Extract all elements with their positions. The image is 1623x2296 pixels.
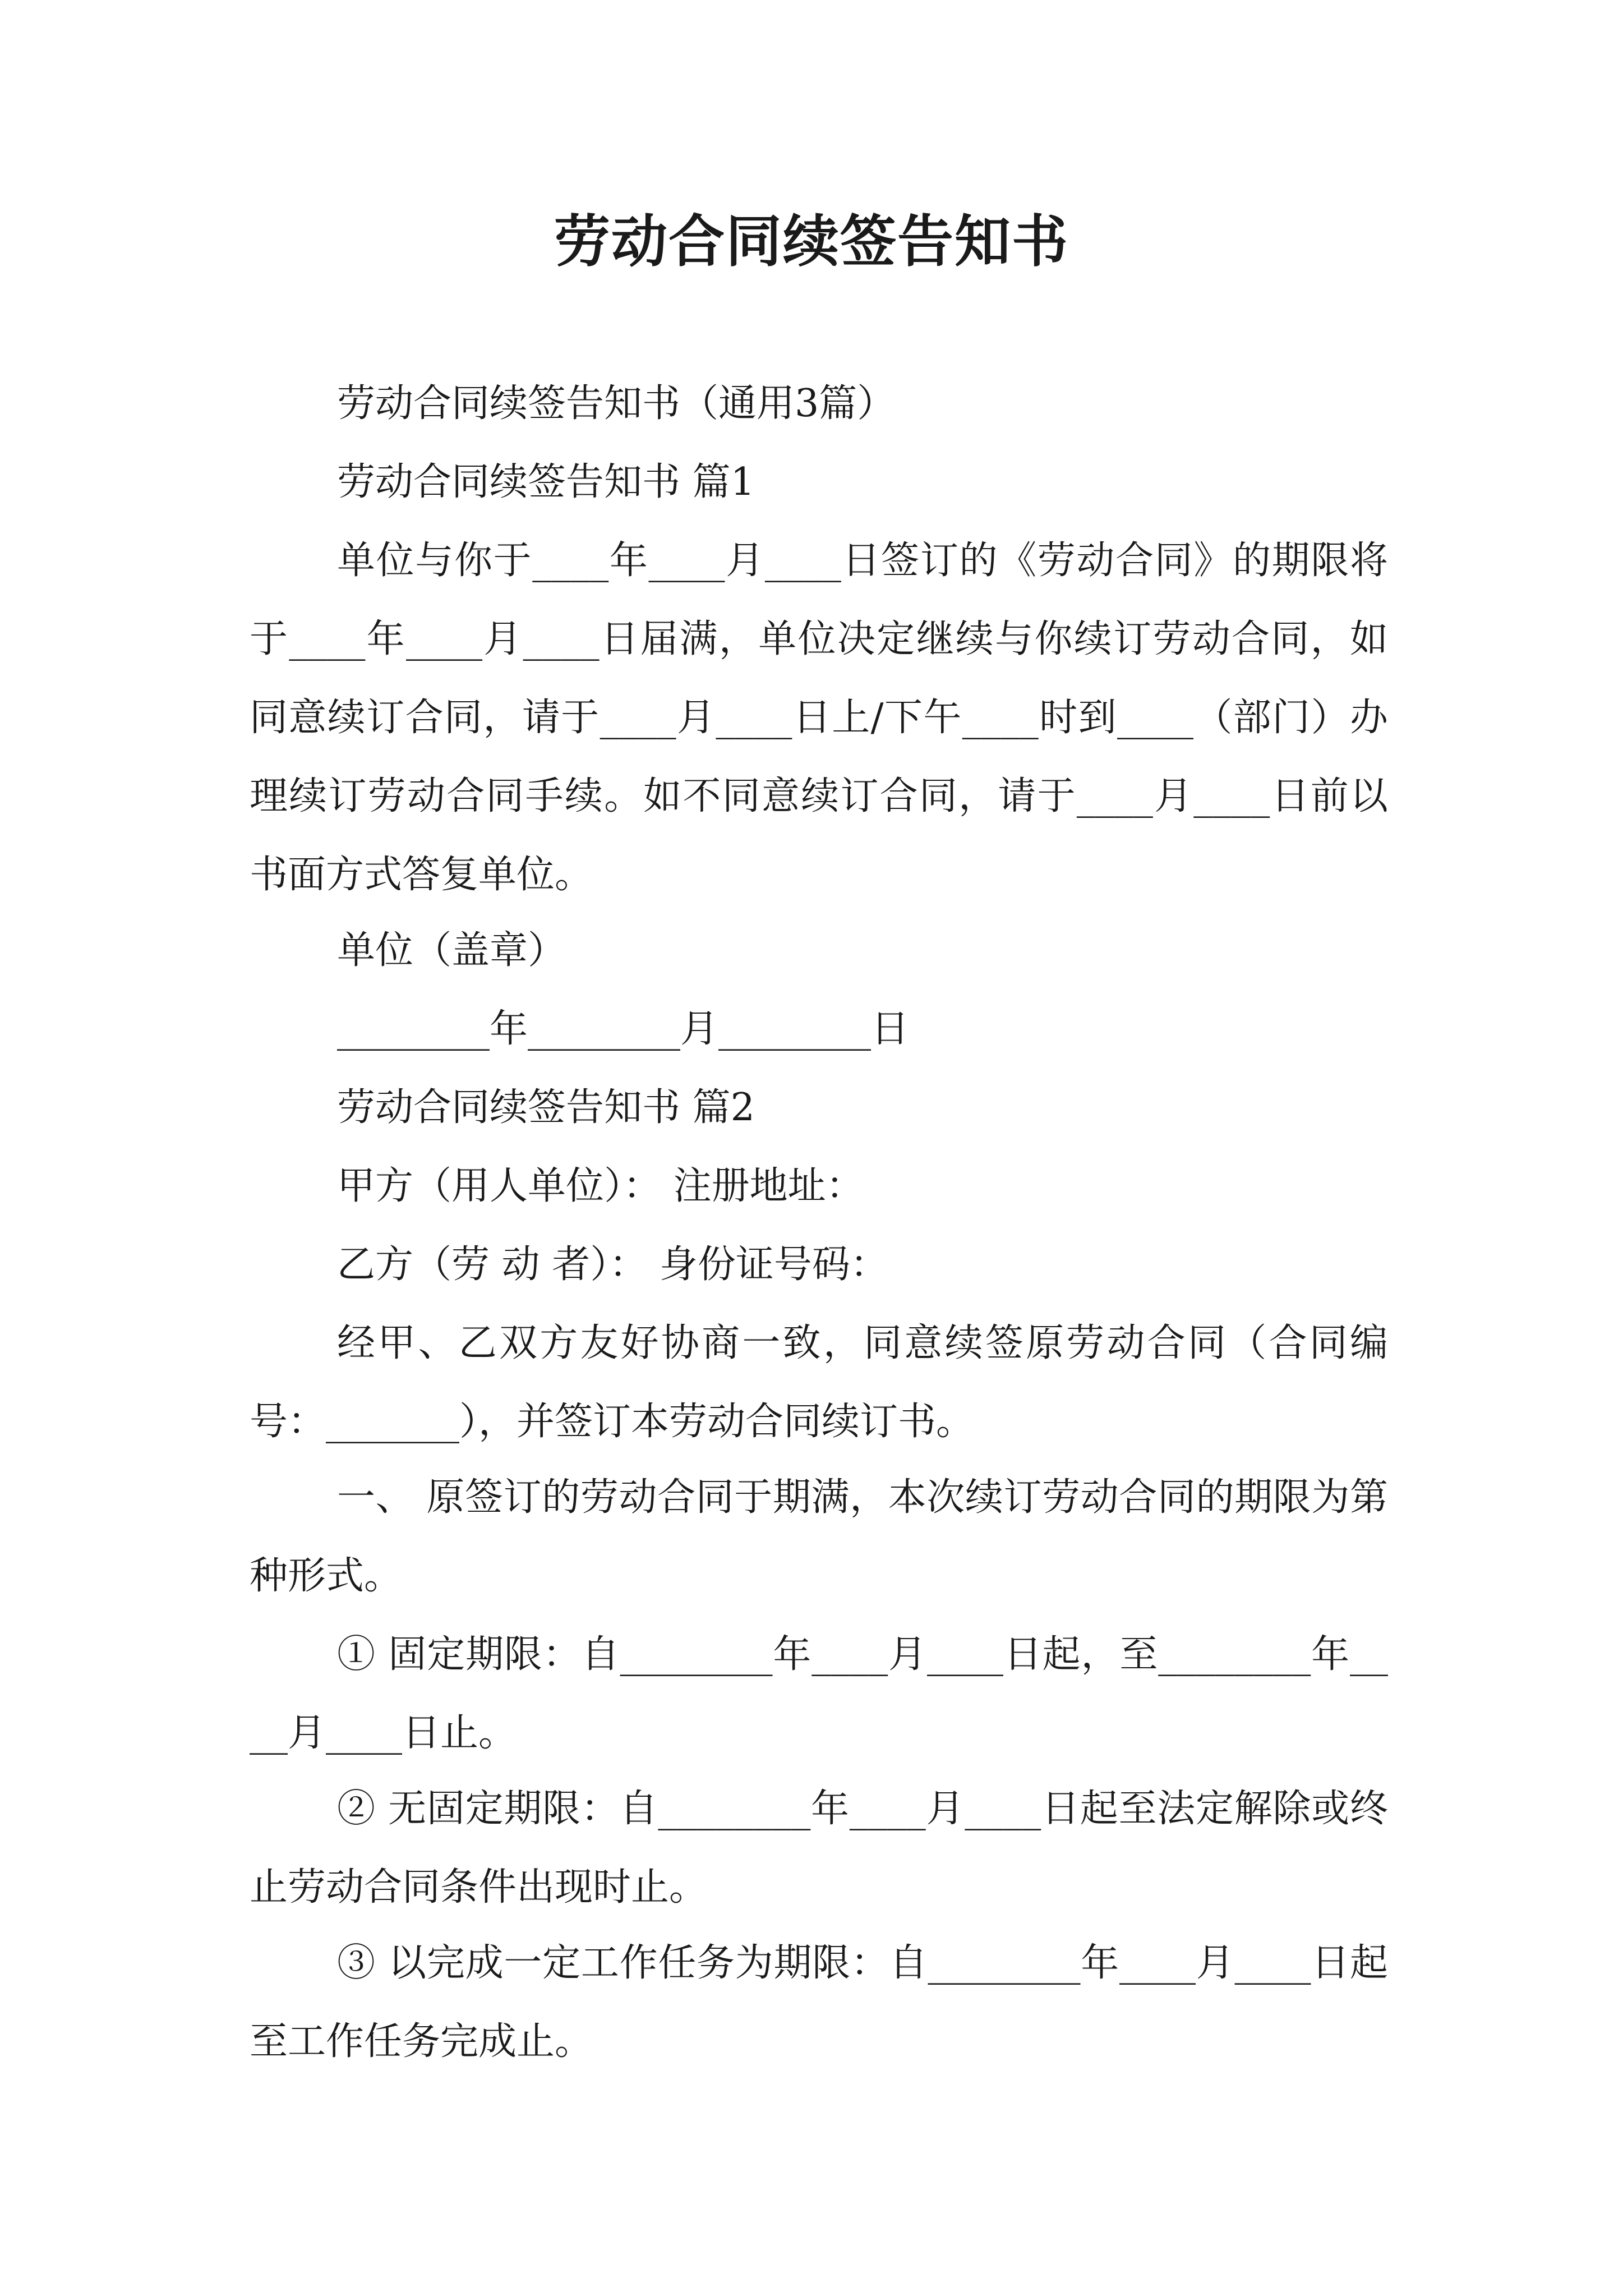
document-title: 劳动合同续签告知书 xyxy=(554,208,1069,274)
paragraph-party-a: 甲方（用人单位）： 注册地址： xyxy=(337,1164,864,1208)
paragraph-notice-body: 单位与你于____年____月____日签订的《劳动合同》的期限将于____年____月____日届满，单位决定继续与你续订劳动合同，如同意续订合同，请于____月____日上/下午____时到____（部门）办理续订劳动合同手续。如不同意续订合同，请于____月____日前以书面方式答复单位。 xyxy=(250,539,1388,897)
paragraph-option-open-term: ② 无固定期限：自________年____月____日起至法定解除或终止劳动合同条件出现时止。 xyxy=(250,1787,1388,1910)
paragraph-section-1-heading: 劳动合同续签告知书 篇1 xyxy=(337,460,755,504)
paragraph-section-2-heading: 劳动合同续签告知书 篇2 xyxy=(337,1085,755,1130)
paragraph-date-line: ________年________月________日 xyxy=(337,1007,910,1051)
paragraph-seal: 单位（盖章） xyxy=(337,928,566,973)
paragraph-option-fixed-term: ① 固定期限：自________年____月____日起，至________年____月____日止。 xyxy=(250,1632,1388,1755)
paragraph-option-task-term: ③ 以完成一定工作任务为期限：自________年____月____日起至工作任务完成止。 xyxy=(250,1941,1388,2064)
paragraph-subtitle: 劳动合同续签告知书（通用3篇） xyxy=(337,381,896,426)
paragraph-party-b: 乙方（劳 动 者）： 身份证号码： xyxy=(337,1243,888,1287)
paragraph-agreement: 经甲、乙双方友好协商一致，同意续签原劳动合同（合同编号：_______），并签订本劳动合同续订书。 xyxy=(250,1321,1388,1444)
paragraph-clause-1: 一、 原签订的劳动合同于期满，本次续订劳动合同的期限为第 种形式。 xyxy=(250,1475,1388,1598)
